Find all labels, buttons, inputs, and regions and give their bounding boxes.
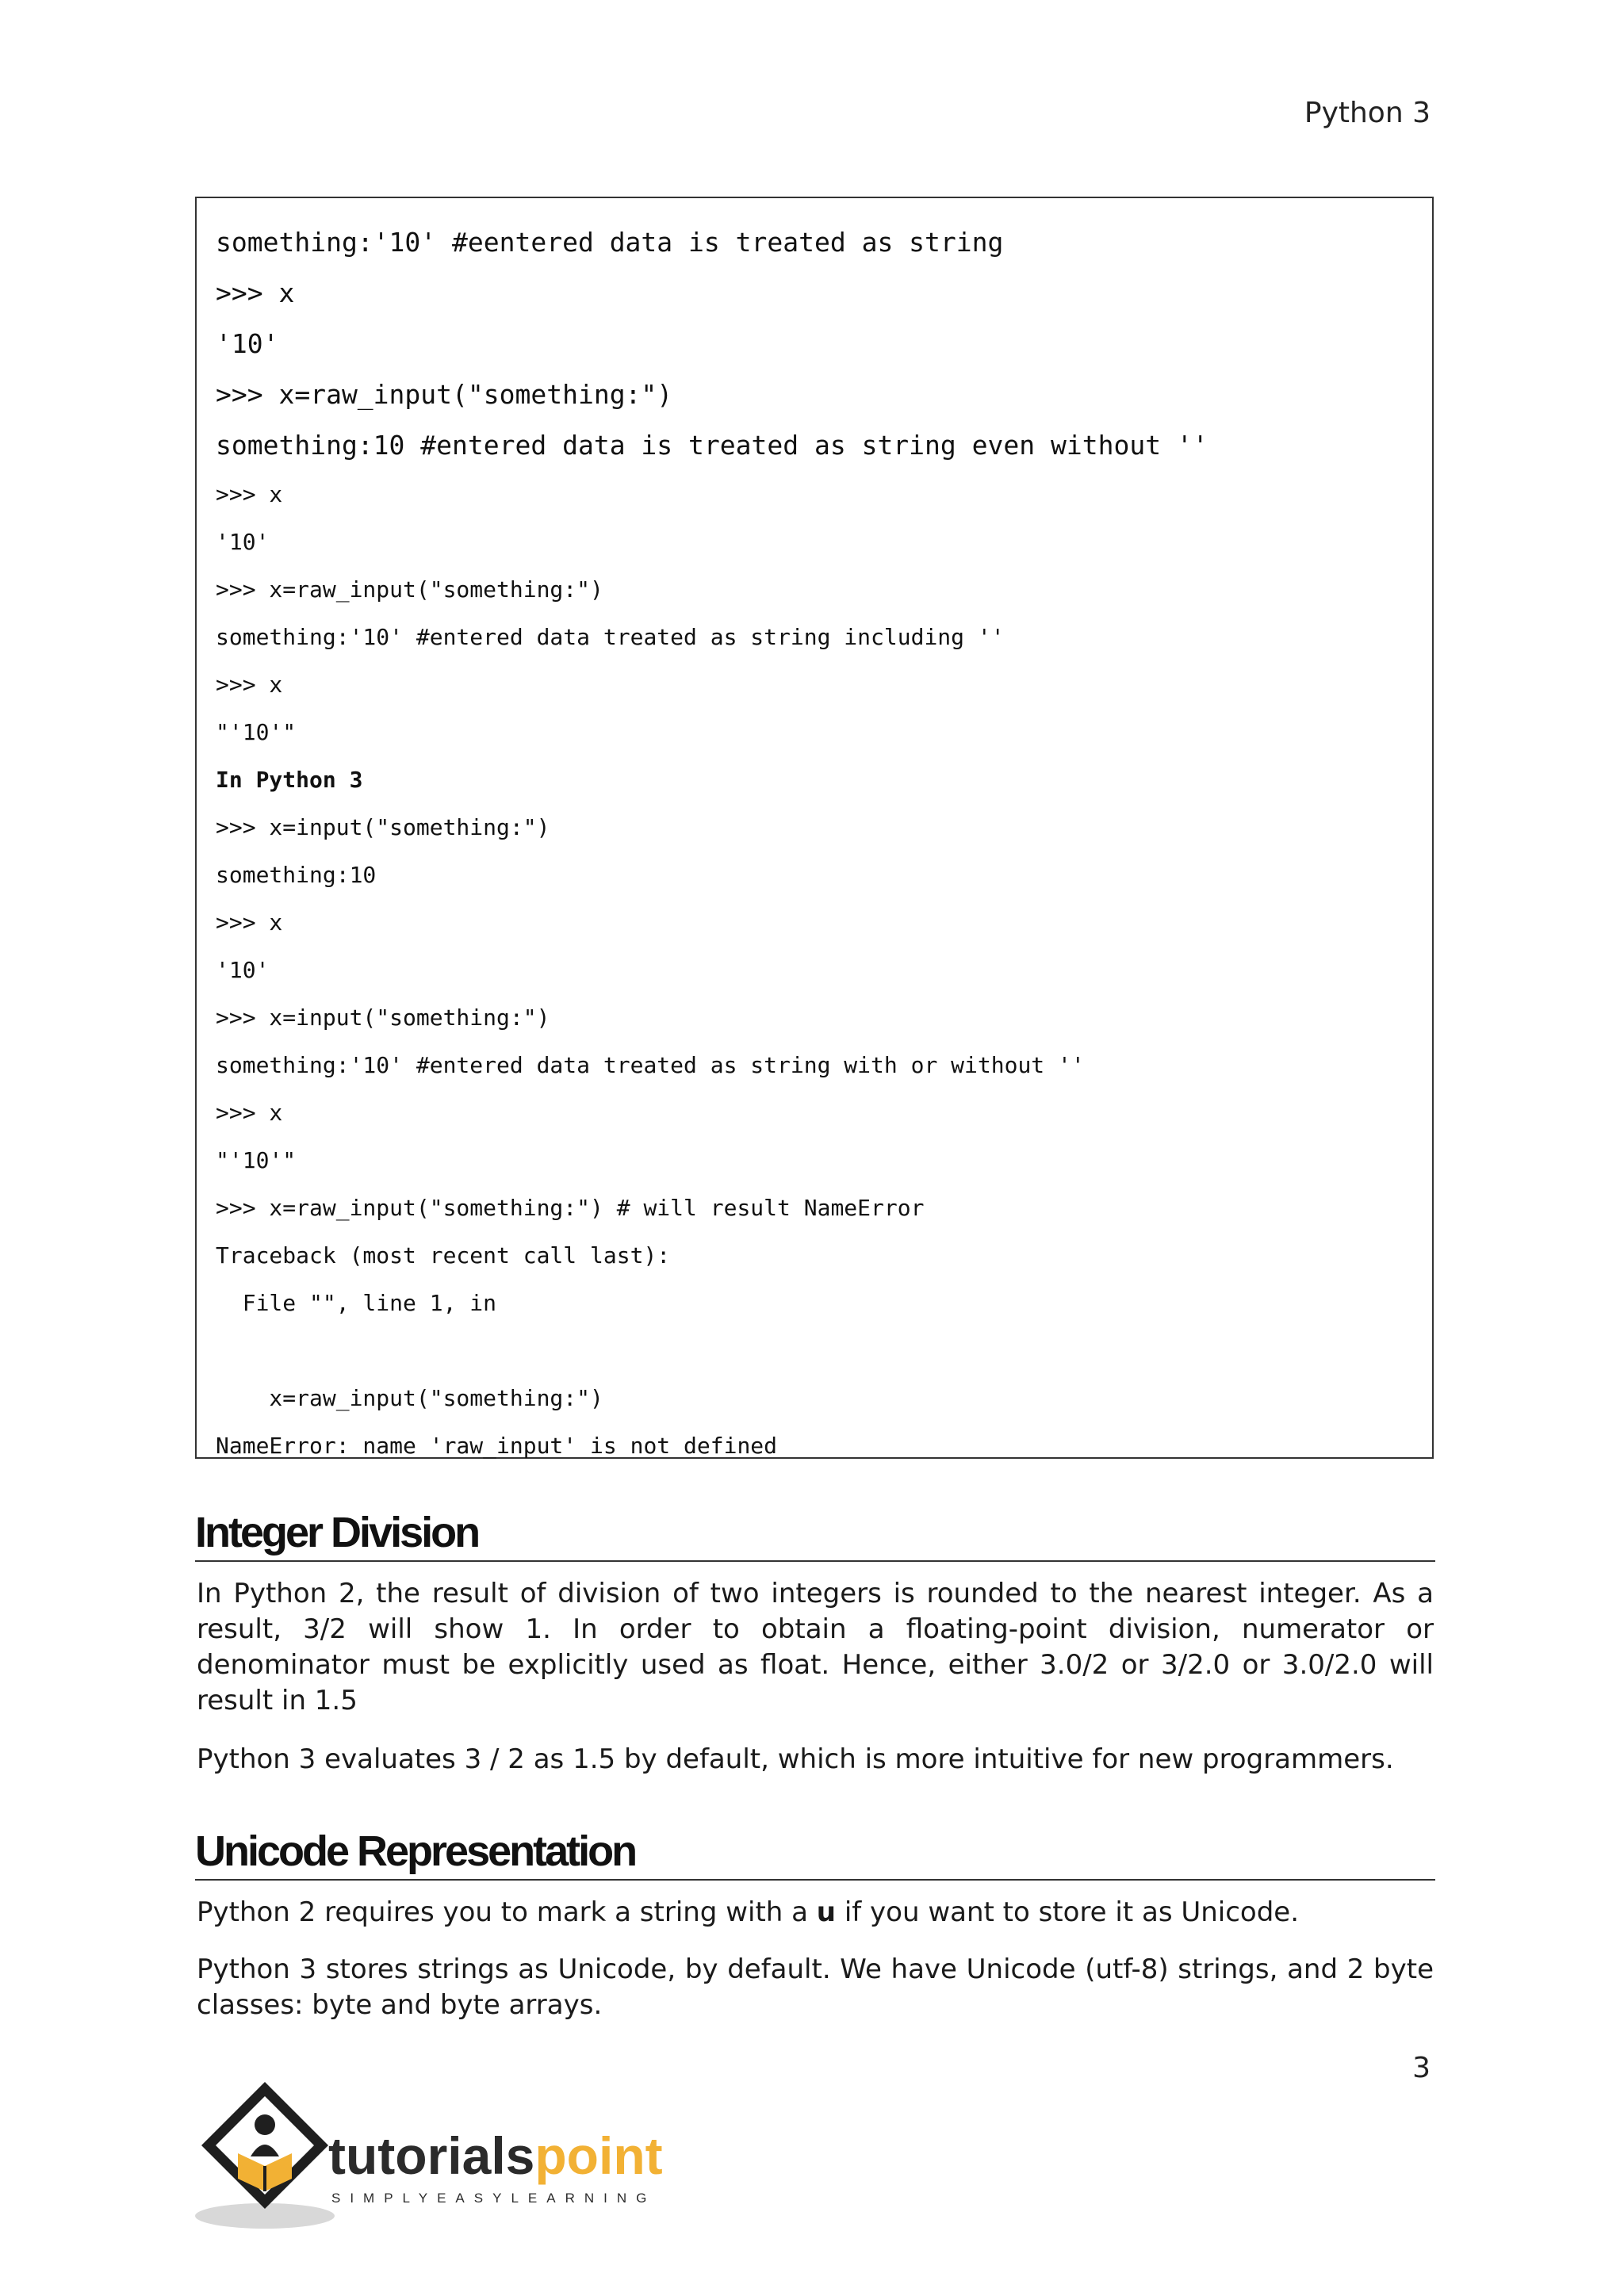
running-header: Python 3 bbox=[1304, 97, 1431, 129]
paragraph-integer-division-1: In Python 2, the result of division of two integers is rounded to the nearest integer. As a result, 3/2 will show 1. In order to obtain a floating-point division, numerator or denominator must be explicitly used as float. Hence, either 3.0/2 or 3/2.0 or 3.0/2.0 will result in 1.5 bbox=[197, 1578, 1434, 1716]
logo-tagline: SIMPLYEASYLEARNING bbox=[331, 2191, 657, 2206]
code-line: >>> x=raw_input("something:") bbox=[216, 576, 603, 603]
paragraph-integer-division-2: Python 3 evaluates 3 / 2 as 1.5 by default, which is more intuitive for new programmers. bbox=[197, 1743, 1394, 1775]
code-line: '10' bbox=[216, 529, 270, 555]
logo-word-accent: point bbox=[534, 2126, 663, 2185]
code-line: Traceback (most recent call last): bbox=[216, 1242, 671, 1269]
code-line: >>> x=raw_input("something:") # will result NameError bbox=[216, 1195, 925, 1221]
code-line: >>> x bbox=[216, 481, 283, 507]
code-line: something:10 #entered data is treated as string even without '' bbox=[216, 430, 1208, 461]
code-line: NameError: name 'raw_input' is not defined bbox=[216, 1433, 778, 1459]
code-line: >>> x=input("something:") bbox=[216, 814, 550, 840]
logo-word-dark: tutorials bbox=[328, 2126, 535, 2185]
code-line: "'10'" bbox=[216, 719, 297, 745]
code-line: something:'10' #entered data treated as string including '' bbox=[216, 624, 1005, 650]
bold-u-marker: u bbox=[816, 1896, 837, 1928]
code-line: >>> x bbox=[216, 672, 283, 698]
section-heading-integer-division: Integer Division bbox=[195, 1508, 1435, 1562]
paragraph-unicode-1 bbox=[197, 1895, 1434, 1931]
code-line: >>> x bbox=[216, 277, 295, 308]
code-line: >>> x=raw_input("something:") bbox=[216, 379, 673, 410]
code-line: '10' bbox=[216, 957, 270, 983]
page-number: 3 bbox=[1412, 2052, 1431, 2084]
logo-person-head bbox=[255, 2114, 275, 2135]
code-line: >>> x=input("something:") bbox=[216, 1004, 550, 1031]
code-subheading: In Python 3 bbox=[216, 767, 363, 793]
paragraph-text: Python 2 requires you to mark a string with a bbox=[197, 1896, 817, 1928]
code-line-blank bbox=[216, 1327, 1413, 1375]
tutorialspoint-logo bbox=[193, 2077, 669, 2236]
code-block bbox=[195, 197, 1434, 1459]
paragraph-unicode-2: Python 3 stores strings as Unicode, by default. We have Unicode (utf-8) strings, and 2 byte classes: byte and byte arrays. bbox=[197, 1954, 1434, 2021]
code-line: something:'10' #entered data treated as string with or without '' bbox=[216, 1052, 1085, 1078]
code-line: '10' bbox=[216, 328, 279, 359]
code-line: >>> x bbox=[216, 909, 283, 936]
code-line: something:'10' #eentered data is treated as string bbox=[216, 227, 1004, 258]
code-line: "'10'" bbox=[216, 1147, 297, 1173]
paragraph-text: if you want to store it as Unicode. bbox=[836, 1896, 1300, 1928]
code-line: x=raw_input("something:") bbox=[216, 1385, 603, 1411]
code-line: File "", line 1, in bbox=[216, 1290, 497, 1316]
code-line: something:10 bbox=[216, 862, 377, 888]
section-heading-unicode: Unicode Representation bbox=[195, 1827, 1435, 1881]
code-line: >>> x bbox=[216, 1100, 283, 1126]
